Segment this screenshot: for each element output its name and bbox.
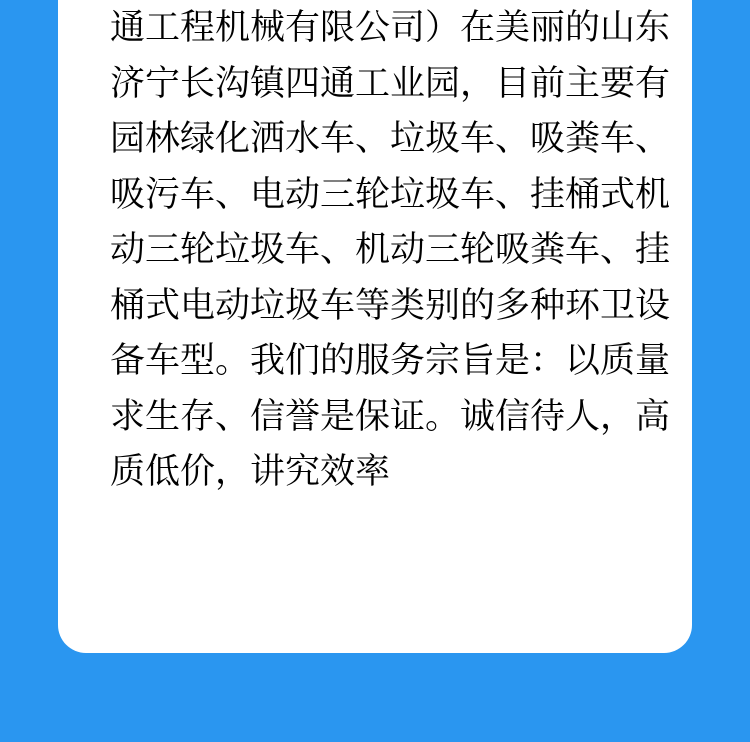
- body-text-line: 求生存、信誉是保证。诚信待人，高: [110, 396, 671, 436]
- body-text-line: 动三轮垃圾车、机动三轮吸粪车、挂: [110, 230, 671, 269]
- content-card: [58, 0, 692, 653]
- body-text-line: 通工程机械有限公司）在美丽的山东: [110, 8, 671, 47]
- company-description-paragraph: [110, 0, 670, 500]
- body-text-line: 桶式电动垃圾车等类别的多种环卫设: [110, 285, 671, 325]
- body-text-line: 质低价，讲究效率: [110, 452, 391, 491]
- body-text-line: 济宁长沟镇四通工业园，目前主要有: [110, 63, 671, 103]
- body-text-line: 园林绿化洒水车、垃圾车、吸粪车、: [110, 119, 671, 158]
- body-text-line: 备车型。我们的服务宗旨是：以质量: [110, 341, 671, 380]
- body-text-line: 吸污车、电动三轮垃圾车、挂桶式机: [110, 174, 671, 214]
